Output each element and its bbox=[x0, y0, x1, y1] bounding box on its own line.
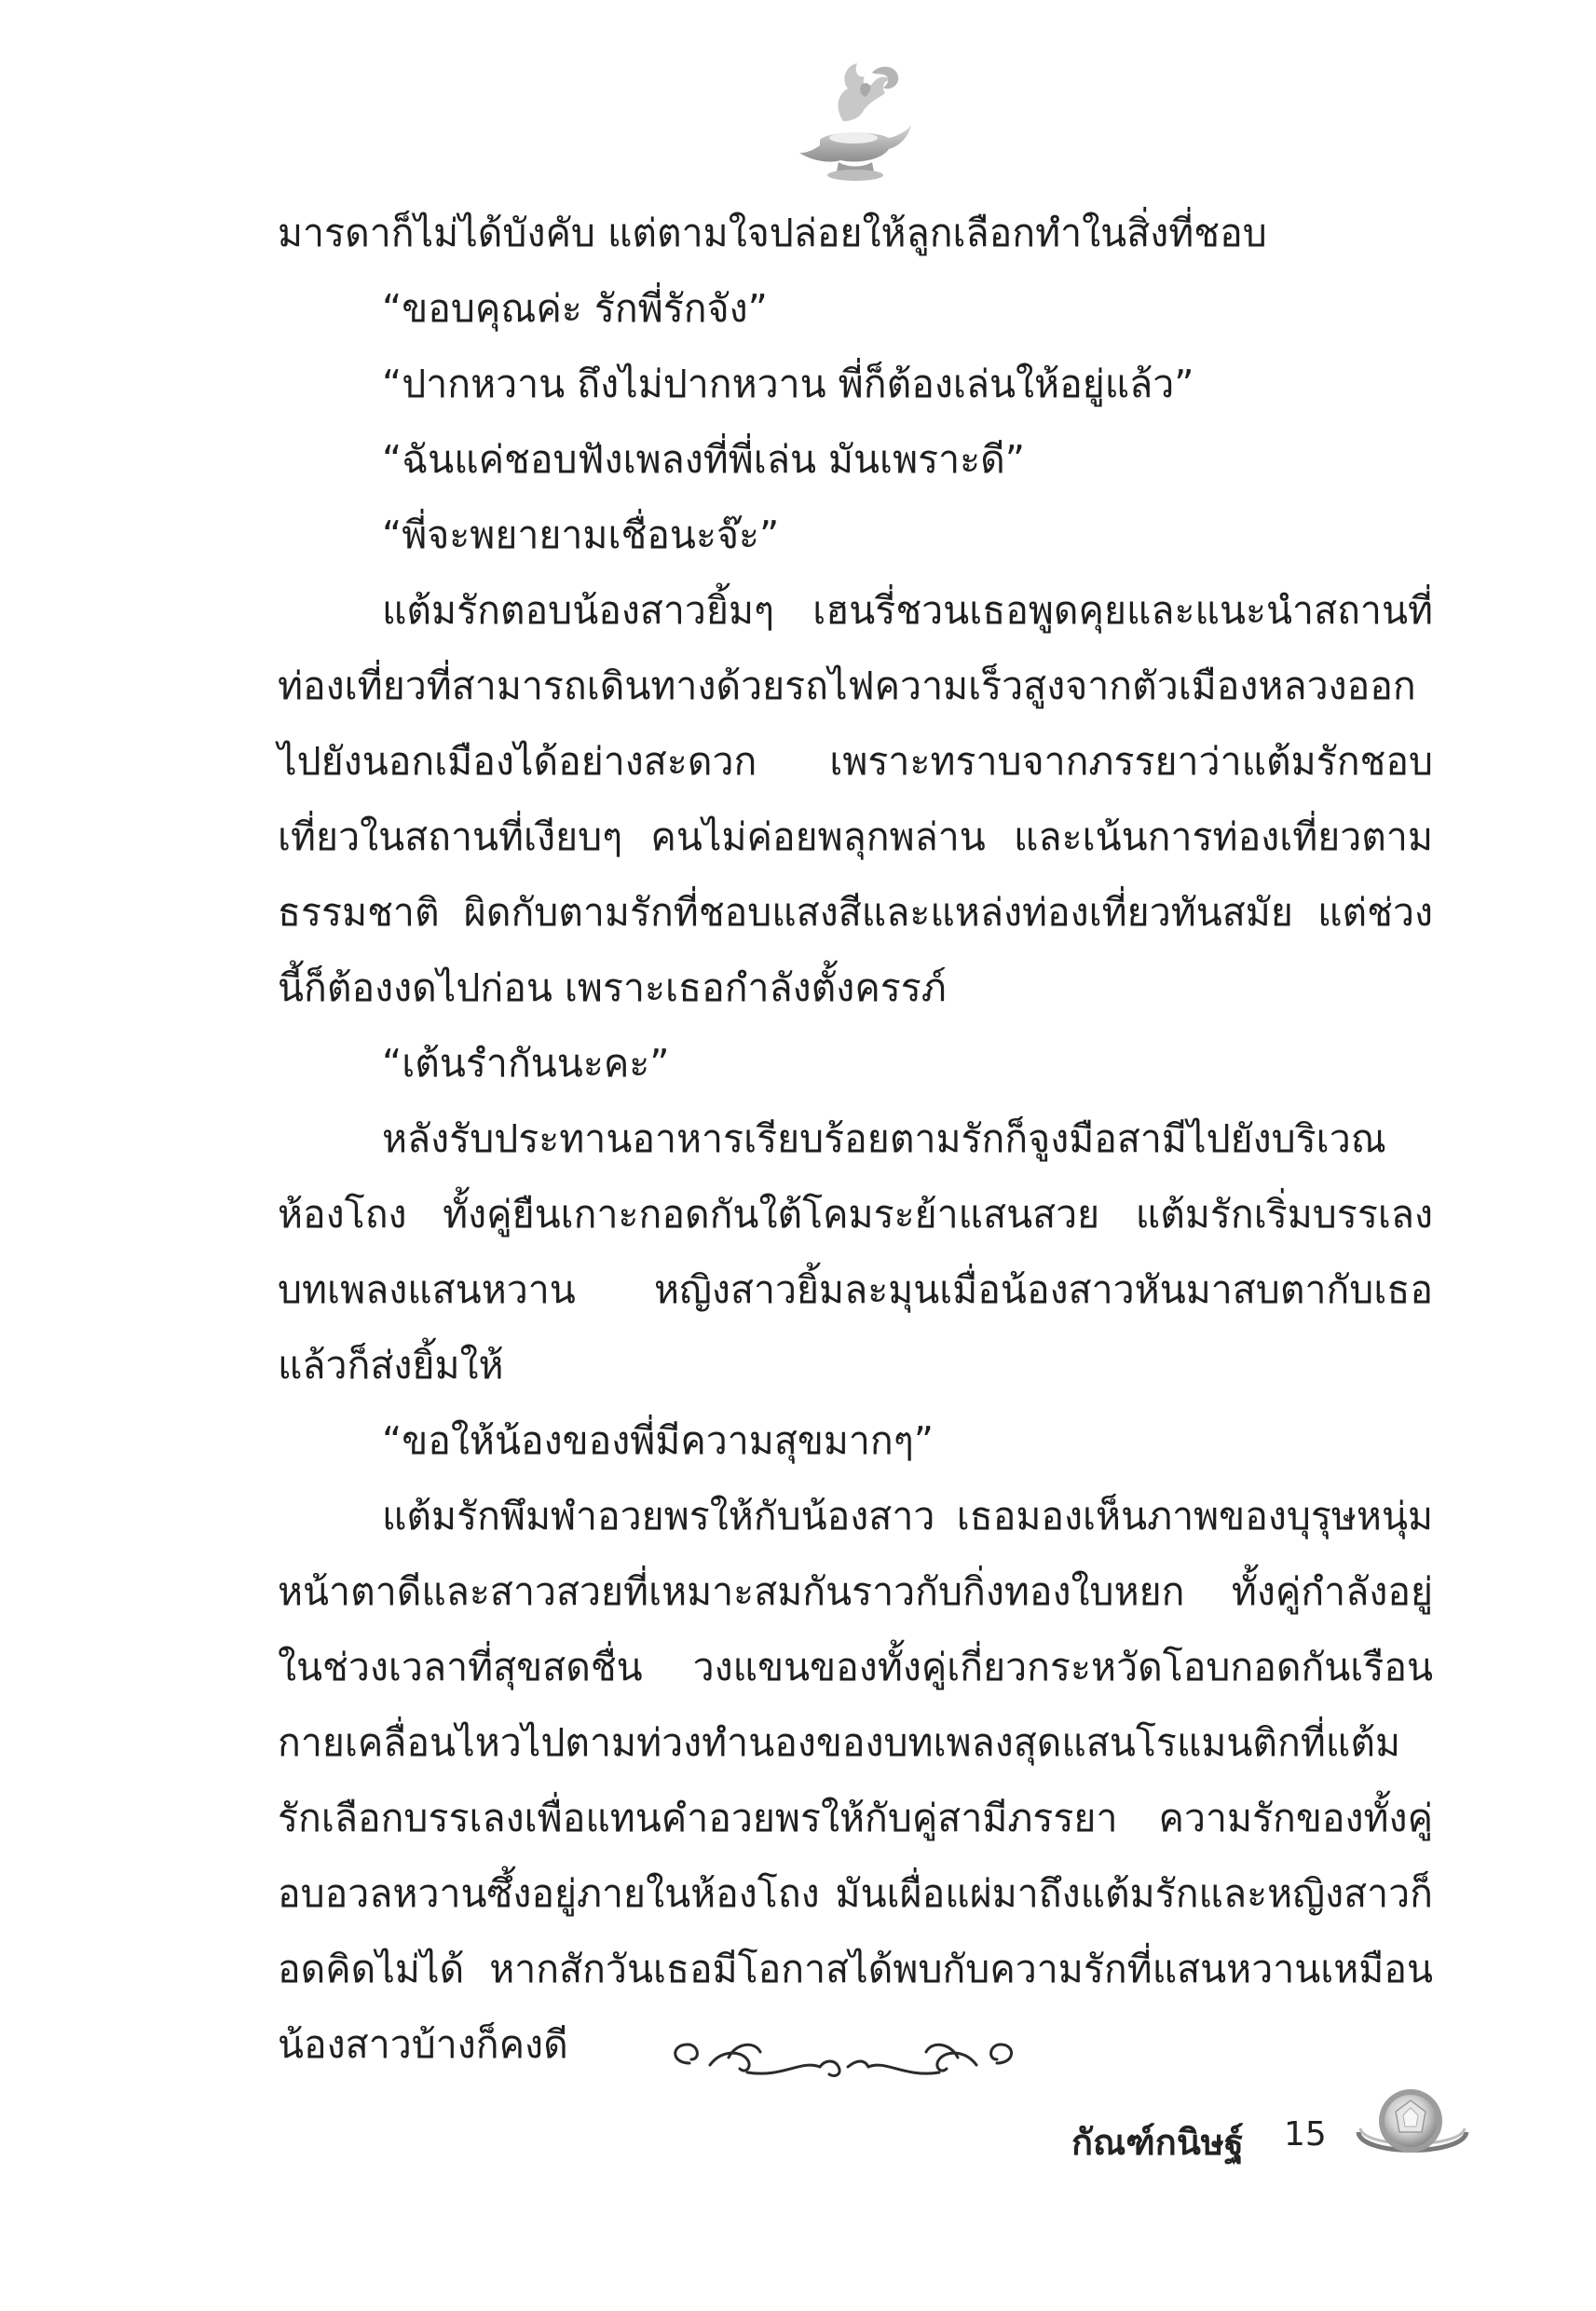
chapter-body-text bbox=[278, 196, 1433, 2083]
magic-lamp-icon bbox=[792, 56, 913, 196]
body-paragraph: “ขอให้น้องของพี่มีความสุขมากๆ” bbox=[382, 1418, 934, 1463]
body-paragraph: “เต้นรำกันนะคะ” bbox=[382, 1041, 670, 1086]
body-paragraph: แต้มรักตอบน้องสาวยิ้มๆ เฮนรี่ชวนเธอพูดคุยและแนะนำสถานที่ท่องเที่ยวที่สามารถเดินทางด้วยรถไฟความเร็วสูงจากตัวเมืองหลวงออกไปยังนอกเมืองได้อย่างสะดวก เพราะทราบจากภรรยาว่าแต้มรักชอบเที่ยวในสถานที่เงียบๆ คนไม่ค่อยพลุกพล่าน และเน้นการท่องเที่ยวตามธรรมชาติ ผิดกับตามรักที่ชอบแสงสีและแหล่งท่องเที่ยวทันสมัย แต่ช่วงนี้ก็ต้องงดไปก่อน เพราะเธอกำลังตั้งครรภ์ bbox=[278, 588, 1433, 1010]
body-paragraph: “ฉันแค่ชอบฟังเพลงที่พี่เล่น มันเพราะดี” bbox=[382, 437, 1026, 482]
flourish-divider-icon bbox=[662, 2031, 1025, 2087]
body-paragraph: มารดาก็ไม่ได้บังคับ แต่ตามใจปล่อยให้ลูกเลือกทำในสิ่งที่ชอบ bbox=[278, 211, 1267, 255]
body-paragraph: แต้มรักพึมพำอวยพรให้กับน้องสาว เธอมองเห็นภาพของบุรุษหนุ่มหน้าตาดีและสาวสวยที่เหมาะสมกันราวกับกิ่งทองใบหยก ทั้งคู่กำลังอยู่ในช่วงเวลาที่สุขสดชื่น วงแขนของทั้งคู่เกี่ยวกระหวัดโอบกอดกันเรือนกายเคลื่อนไหวไปตามท่วงทำนองของบทเพลงสุดแสนโรแมนติกที่แต้มรักเลือกบรรเลงเพื่อแทนคำอวยพรให้กับคู่สามีภรรยา ความรักของทั้งคู่อบอวลหวานซึ้งอยู่ภายในห้องโถง มันเผื่อแผ่มาถึงแต้มรักและหญิงสาวก็อดคิดไม่ได้ หากสักวันเธอมีโอกาสได้พบกับความรักที่แสนหวานเหมือนน้องสาวบ้างก็คงดี bbox=[278, 1494, 1433, 2067]
body-paragraph: หลังรับประทานอาหารเรียบร้อยตามรักก็จูงมือสามีไปยังบริเวณห้องโถง ทั้งคู่ยืนเกาะกอดกันใต้โคมระย้าแสนสวย แต้มรักเริ่มบรรเลงบทเพลงแสนหวาน หญิงสาวยิ้มละมุนเมื่อน้องสาวหันมาสบตากับเธอแล้วก็ส่งยิ้มให้ bbox=[278, 1116, 1433, 1388]
book-title: กัณฑ์กนิษฐ์ bbox=[1071, 2122, 1244, 2163]
body-paragraph: “ขอบคุณค่ะ รักพี่รักจัง” bbox=[382, 286, 768, 331]
page-number: 15 bbox=[1284, 2115, 1327, 2154]
diamond-ring-icon bbox=[1351, 2080, 1472, 2173]
body-paragraph: “ปากหวาน ถึงไม่ปากหวาน พี่ก็ต้องเล่นให้อยู่แล้ว” bbox=[382, 362, 1194, 406]
body-paragraph: “พี่จะพยายามเชื่อนะจ๊ะ” bbox=[382, 513, 780, 557]
